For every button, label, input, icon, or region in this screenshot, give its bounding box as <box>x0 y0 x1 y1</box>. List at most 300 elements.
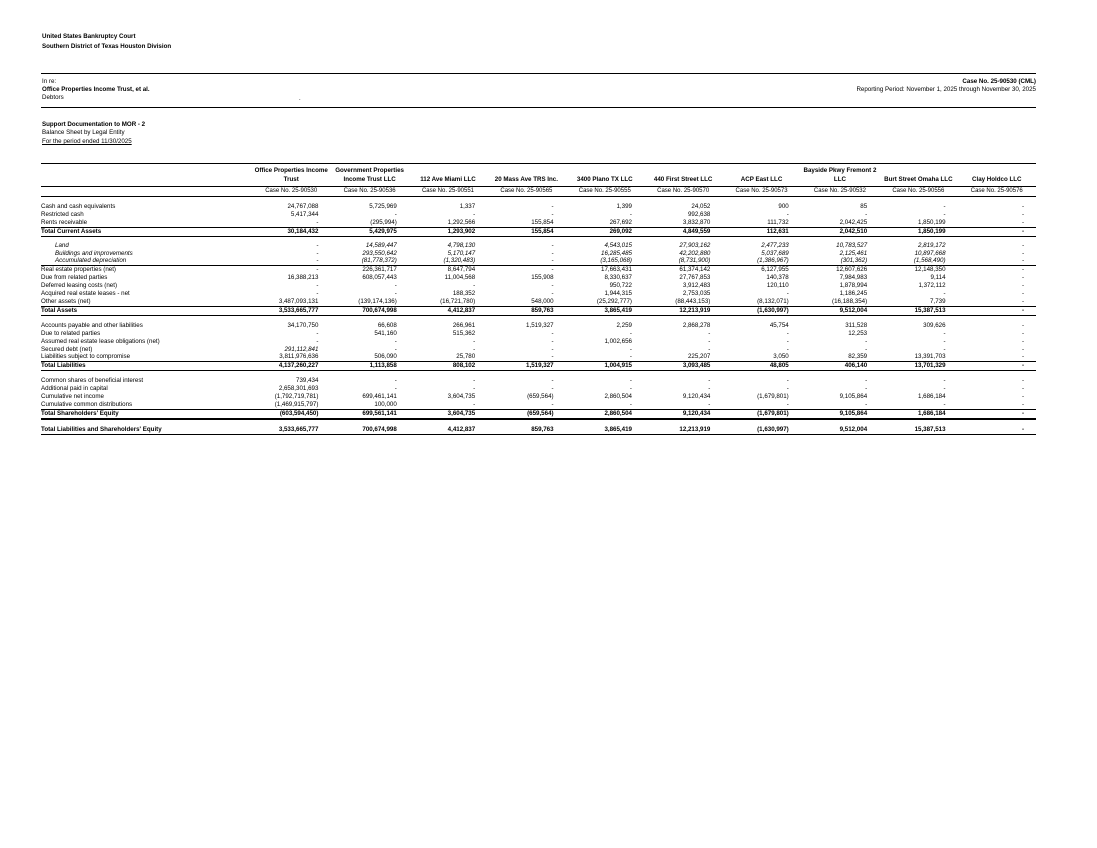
value-cell: - <box>1021 282 1024 290</box>
value-cell: 739,434 <box>296 377 319 385</box>
value-cell: - <box>473 377 476 385</box>
spacer-cell <box>566 419 644 426</box>
table-row <box>41 282 1036 290</box>
value-cell: - <box>551 241 554 249</box>
value-cell: - <box>316 329 319 337</box>
value-cell: 25,780 <box>409 353 487 361</box>
table-row <box>41 298 1036 306</box>
value-cell: - <box>473 345 476 353</box>
court-name: United States Bankruptcy Court <box>42 33 136 40</box>
value-cell: - <box>487 353 565 361</box>
value-cell: (3,165,068) <box>566 257 644 265</box>
value-cell: 1,519,327 <box>487 362 565 371</box>
value-cell: - <box>487 401 565 409</box>
value-cell: - <box>865 377 868 385</box>
value-cell: 1,186,245 <box>839 290 868 298</box>
value-cell: - <box>943 329 946 337</box>
value-cell: 120,110 <box>766 282 789 290</box>
table-row <box>41 250 1036 258</box>
value-cell: 309,626 <box>923 321 946 329</box>
row-label: Total Liabilities <box>41 362 252 371</box>
column-header: ACP East LLC <box>722 164 800 187</box>
caption-right <box>856 78 1036 94</box>
value-cell: - <box>551 377 554 385</box>
value-cell: - <box>316 282 319 290</box>
value-cell: - <box>551 203 554 210</box>
value-cell: 11,004,568 <box>444 274 476 282</box>
column-header: Government Properties Income Trust LLC <box>330 164 408 187</box>
row-label: Deferred leasing costs (net) <box>41 282 118 290</box>
table-row <box>41 266 1036 274</box>
court-header <box>42 32 171 51</box>
row-label: Real estate properties (net) <box>41 266 116 274</box>
value-cell: - <box>394 385 397 393</box>
table-row <box>41 353 1036 361</box>
value-cell: (81,778,372) <box>330 257 408 265</box>
value-cell: 1,399 <box>616 203 632 210</box>
value-cell: 608,057,443 <box>362 274 397 282</box>
value-cell: 3,533,665,777 <box>252 426 330 434</box>
value-cell: 506,090 <box>330 353 408 361</box>
value-cell: - <box>943 385 946 393</box>
value-cell: - <box>629 210 632 218</box>
value-cell: 111,732 <box>722 219 800 227</box>
value-cell: 1,686,184 <box>879 409 957 418</box>
value-cell: - <box>1021 241 1024 249</box>
row-label: Land <box>55 241 69 249</box>
value-cell: 515,362 <box>452 329 476 337</box>
value-cell: 311,528 <box>845 321 868 329</box>
value-cell: 950,722 <box>609 282 632 290</box>
spacer-cell <box>879 419 957 426</box>
value-cell: - <box>473 337 476 345</box>
value-cell: - <box>958 353 1036 361</box>
value-cell: 13,701,329 <box>879 362 957 371</box>
row-label: Cash and cash equivalents <box>41 203 116 210</box>
value-cell: - <box>316 249 319 257</box>
row-label: Acquired real estate leases - net <box>41 290 130 298</box>
value-cell: 3,050 <box>722 353 800 361</box>
value-cell: 4,412,837 <box>409 306 487 315</box>
caption-top-rule <box>41 73 1036 74</box>
value-cell: 24,052 <box>691 203 711 210</box>
row-label: Due from related parties <box>41 274 108 282</box>
table-row <box>41 330 1036 338</box>
value-cell: 2,042,510 <box>801 227 879 236</box>
spacer-cell <box>252 419 330 426</box>
value-cell: 6,127,955 <box>761 266 789 274</box>
value-cell: 16,388,213 <box>287 274 319 282</box>
value-cell: - <box>708 377 711 385</box>
column-header: 20 Mass Ave TRS Inc. <box>487 164 565 187</box>
value-cell: - <box>865 210 868 218</box>
spacer-cell <box>722 419 800 426</box>
value-cell: - <box>473 385 476 393</box>
column-header: 112 Ave Miami LLC <box>409 164 487 187</box>
row-label: Accounts payable and other liabilities <box>41 321 143 329</box>
table-row <box>41 338 1036 346</box>
value-cell: 1,944,315 <box>604 290 632 298</box>
table-row <box>41 274 1036 282</box>
value-cell: 1,292,566 <box>409 219 487 227</box>
value-cell: 1,850,199 <box>879 227 957 236</box>
value-cell: 900 <box>778 203 789 210</box>
value-cell: 2,860,504 <box>566 409 644 418</box>
value-cell: 2,477,233 <box>761 241 789 249</box>
column-header-row <box>41 164 1036 187</box>
value-cell: (659,564) <box>487 409 565 418</box>
value-cell: (1,568,490) <box>879 257 957 265</box>
value-cell: - <box>487 257 565 265</box>
value-cell: (1,320,483) <box>409 257 487 265</box>
court-division: Southern District of Texas Houston Division <box>42 42 172 50</box>
row-label: Rents receivable <box>41 219 252 227</box>
spacer-cell <box>409 419 487 426</box>
value-cell: 8,330,637 <box>604 274 632 282</box>
value-cell: - <box>708 345 711 353</box>
value-cell: - <box>1021 203 1024 210</box>
reporting-period: Reporting Period: November 1, 2025 through November 30, 2025 <box>856 86 1036 94</box>
value-cell: - <box>629 329 632 337</box>
value-cell: 700,674,998 <box>330 426 408 434</box>
value-cell: 5,429,975 <box>330 227 408 236</box>
spacer-cell <box>644 419 722 426</box>
case-number: Case No. 25-90530 (CML) <box>962 78 1036 85</box>
value-cell: (301,362) <box>801 257 879 265</box>
value-cell: - <box>708 385 711 393</box>
balance-sheet-table <box>41 163 1036 435</box>
value-cell: 1,002,656 <box>604 337 632 345</box>
value-cell: 1,004,915 <box>566 362 644 371</box>
value-cell: 66,608 <box>377 321 397 329</box>
row-label: Secured debt (net) <box>41 345 93 353</box>
column-case-number: Case No. 25-90536 <box>330 187 408 197</box>
value-cell: - <box>958 401 1036 409</box>
value-cell: 2,259 <box>616 321 632 329</box>
value-cell: (1,630,997) <box>722 426 800 434</box>
table-row <box>41 290 1036 298</box>
value-cell: 112,631 <box>722 227 800 236</box>
value-cell: - <box>1021 329 1024 337</box>
value-cell: 267,692 <box>566 219 644 227</box>
value-cell: 7,739 <box>879 298 957 306</box>
value-cell: - <box>1021 274 1024 282</box>
value-cell: 16,285,485 <box>601 249 632 257</box>
column-case-number: Case No. 25-90556 <box>879 187 957 197</box>
value-cell: 3,912,483 <box>682 282 711 290</box>
spacer-cell <box>487 419 565 426</box>
table-row <box>41 219 1036 227</box>
value-cell: 1,519,327 <box>526 321 554 329</box>
value-cell: - <box>786 385 789 393</box>
value-cell: - <box>316 266 319 274</box>
value-cell: - <box>865 345 868 353</box>
value-cell: - <box>943 290 946 298</box>
value-cell: - <box>473 282 476 290</box>
value-cell: - <box>473 210 476 218</box>
value-cell: 14,589,447 <box>365 241 397 249</box>
row-label: Other assets (net) <box>41 298 252 306</box>
column-header: Office Properties Income Trust <box>252 164 330 187</box>
value-cell: - <box>943 210 946 218</box>
value-cell: 1,850,199 <box>879 219 957 227</box>
table-row <box>41 227 1036 236</box>
value-cell: 266,961 <box>452 321 476 329</box>
value-cell: 700,674,998 <box>330 306 408 315</box>
value-cell: - <box>958 219 1036 227</box>
value-cell: - <box>879 401 957 409</box>
value-cell: 2,658,301,693 <box>278 385 319 393</box>
value-cell: 5,037,689 <box>761 249 789 257</box>
value-cell: 15,387,513 <box>879 306 957 315</box>
value-cell: 9,120,434 <box>644 409 722 418</box>
value-cell: - <box>394 282 397 290</box>
value-cell: 42,202,880 <box>679 249 711 257</box>
table-row <box>41 346 1036 354</box>
value-cell: - <box>1021 249 1024 257</box>
value-cell: (603,594,450) <box>252 409 330 418</box>
value-cell: 2,042,425 <box>801 219 879 227</box>
table-row <box>41 401 1036 409</box>
value-cell: - <box>316 241 319 249</box>
value-cell: 5,725,969 <box>369 203 397 210</box>
value-cell: - <box>958 257 1036 265</box>
column-case-number: Case No. 25-90551 <box>409 187 487 197</box>
value-cell: 699,461,141 <box>362 393 397 401</box>
row-label: Due to related parties <box>41 329 101 337</box>
value-cell: - <box>551 282 554 290</box>
value-cell: 34,170,750 <box>287 321 319 329</box>
value-cell: 155,854 <box>487 227 565 236</box>
spacer-cell <box>958 419 1036 426</box>
value-cell: 3,487,093,131 <box>252 298 330 306</box>
value-cell: - <box>786 290 789 298</box>
value-cell: 9,105,864 <box>839 393 868 401</box>
support-subtitle: Balance Sheet by Legal Entity <box>42 129 125 137</box>
row-label: Total Shareholders' Equity <box>41 409 252 418</box>
stray-dot: . <box>299 96 301 102</box>
value-cell: - <box>551 337 554 345</box>
value-cell: - <box>394 377 397 385</box>
value-cell: 225,207 <box>644 353 722 361</box>
value-cell: 100,000 <box>330 401 408 409</box>
value-cell: - <box>1021 377 1024 385</box>
header-blank <box>41 164 252 187</box>
value-cell: - <box>958 306 1036 315</box>
value-cell: 155,908 <box>531 274 554 282</box>
value-cell: 1,113,858 <box>330 362 408 371</box>
value-cell: 3,533,665,777 <box>252 306 330 315</box>
value-cell: 10,783,527 <box>836 241 868 249</box>
row-label: Cumulative net income <box>41 393 104 401</box>
value-cell: 2,819,172 <box>918 241 946 249</box>
row-label: Common shares of beneficial interest <box>41 377 144 385</box>
value-cell: 7,984,983 <box>839 274 868 282</box>
support-title: Support Documentation to MOR - 2 <box>42 121 146 128</box>
spacer-cell <box>330 419 408 426</box>
value-cell: - <box>551 266 554 274</box>
value-cell: 992,638 <box>687 210 711 218</box>
value-cell: (659,564) <box>527 393 554 401</box>
value-cell: 82,359 <box>801 353 879 361</box>
value-cell: 406,140 <box>801 362 879 371</box>
value-cell: 12,148,350 <box>914 266 946 274</box>
value-cell: (88,443,153) <box>644 298 722 306</box>
value-cell: 1,372,112 <box>918 282 946 290</box>
value-cell: - <box>1021 345 1024 353</box>
value-cell: 12,607,626 <box>836 266 868 274</box>
value-cell: - <box>394 345 397 353</box>
value-cell: (8,731,900) <box>644 257 722 265</box>
value-cell: - <box>958 298 1036 306</box>
value-cell: - <box>786 329 789 337</box>
column-header: Burt Street Omaha LLC <box>879 164 957 187</box>
value-cell: - <box>551 290 554 298</box>
column-case-number: Case No. 25-90573 <box>722 187 800 197</box>
value-cell: 9,120,434 <box>682 393 711 401</box>
value-cell: 808,102 <box>409 362 487 371</box>
value-cell: - <box>722 401 800 409</box>
value-cell: 61,374,142 <box>679 266 711 274</box>
value-cell: 1,878,994 <box>839 282 868 290</box>
value-cell: - <box>566 401 644 409</box>
case-blank <box>41 187 252 197</box>
value-cell: - <box>629 385 632 393</box>
value-cell: 2,868,278 <box>682 321 711 329</box>
table-row <box>41 426 1036 434</box>
value-cell: (16,188,354) <box>801 298 879 306</box>
value-cell: 3,604,735 <box>447 393 476 401</box>
value-cell: (1,469,915,797) <box>252 401 330 409</box>
value-cell: 859,763 <box>487 426 565 434</box>
value-cell: 548,000 <box>487 298 565 306</box>
value-cell: 1,293,902 <box>409 227 487 236</box>
value-cell: - <box>629 377 632 385</box>
value-cell: 9,512,004 <box>801 426 879 434</box>
value-cell: - <box>865 385 868 393</box>
table-row <box>41 385 1036 393</box>
row-label: Assumed real estate lease obligations (net) <box>41 337 160 345</box>
value-cell: 8,647,794 <box>447 266 476 274</box>
value-cell: (1,679,801) <box>757 393 789 401</box>
table-row <box>41 257 1036 265</box>
spacer-row <box>41 419 1036 426</box>
value-cell: 4,798,130 <box>447 241 476 249</box>
value-cell: 17,663,431 <box>601 266 632 274</box>
balance-sheet-body <box>41 197 1036 435</box>
column-case-number: Case No. 25-90532 <box>801 187 879 197</box>
row-label: Cumulative common distributions <box>41 401 252 409</box>
row-label: Additional paid in capital <box>41 385 108 393</box>
value-cell: - <box>551 210 554 218</box>
value-cell: (139,174,136) <box>330 298 408 306</box>
in-re-label: In re: <box>42 78 57 85</box>
value-cell: - <box>1021 321 1024 329</box>
value-cell: - <box>943 337 946 345</box>
value-cell: 859,763 <box>487 306 565 315</box>
value-cell: - <box>1021 393 1024 401</box>
value-cell: 9,114 <box>930 274 946 282</box>
value-cell: 5,170,147 <box>447 249 476 257</box>
value-cell: 27,767,853 <box>679 274 711 282</box>
value-cell: (25,292,777) <box>566 298 644 306</box>
value-cell: - <box>644 401 722 409</box>
column-header: 3400 Plano TX LLC <box>566 164 644 187</box>
value-cell: - <box>1021 385 1024 393</box>
spacer-cell <box>801 419 879 426</box>
table-row <box>41 211 1036 219</box>
value-cell: 3,811,976,636 <box>252 353 330 361</box>
value-cell: 15,387,513 <box>879 426 957 434</box>
value-cell: 188,352 <box>452 290 476 298</box>
value-cell: - <box>1021 290 1024 298</box>
value-cell: 293,550,642 <box>362 249 397 257</box>
value-cell: - <box>708 329 711 337</box>
caption-bottom-rule <box>41 107 1036 108</box>
value-cell: (16,721,780) <box>409 298 487 306</box>
value-cell: 4,137,260,227 <box>252 362 330 371</box>
value-cell: 3,832,870 <box>644 219 722 227</box>
value-cell: 226,361,717 <box>362 266 397 274</box>
value-cell: 1,337 <box>459 203 476 210</box>
value-cell: 2,753,035 <box>682 290 711 298</box>
support-header <box>42 121 145 146</box>
value-cell: 269,092 <box>566 227 644 236</box>
value-cell: 3,865,419 <box>566 306 644 315</box>
value-cell: - <box>958 409 1036 418</box>
value-cell: - <box>958 227 1036 236</box>
value-cell: - <box>786 210 789 218</box>
value-cell: - <box>786 345 789 353</box>
value-cell: 12,213,919 <box>644 426 722 434</box>
value-cell: - <box>1021 266 1024 274</box>
row-label: Buildings and improvements <box>55 249 133 257</box>
value-cell: 4,412,837 <box>409 426 487 434</box>
table-row <box>41 306 1036 315</box>
value-cell: 30,184,432 <box>252 227 330 236</box>
value-cell: - <box>394 290 397 298</box>
value-cell: - <box>786 377 789 385</box>
value-cell: 2,125,461 <box>839 249 868 257</box>
value-cell: 85 <box>860 203 868 210</box>
value-cell: 1,686,184 <box>918 393 946 401</box>
value-cell: - <box>958 426 1036 434</box>
value-cell: - <box>801 401 879 409</box>
support-period: For the period ended 11/30/2025 <box>42 137 132 145</box>
table-row <box>41 362 1036 371</box>
column-header: Clay Holdco LLC <box>958 164 1036 187</box>
value-cell: - <box>316 337 319 345</box>
value-cell: - <box>865 337 868 345</box>
value-cell: 541,160 <box>374 329 397 337</box>
value-cell: - <box>943 345 946 353</box>
value-cell: - <box>1021 210 1024 218</box>
value-cell: 5,417,344 <box>290 210 319 218</box>
value-cell: (295,994) <box>330 219 408 227</box>
debtors-label: Debtors <box>42 94 64 102</box>
value-cell: - <box>252 257 330 265</box>
value-cell: 24,767,088 <box>287 203 319 210</box>
row-label: Restricted cash <box>41 210 84 218</box>
value-cell: 9,105,864 <box>801 409 879 418</box>
column-case-number: Case No. 25-90565 <box>487 187 565 197</box>
value-cell: 27,903,162 <box>679 241 711 249</box>
case-number-row <box>41 187 1036 197</box>
value-cell: 155,854 <box>487 219 565 227</box>
value-cell: 3,093,485 <box>644 362 722 371</box>
value-cell: 4,849,559 <box>644 227 722 236</box>
value-cell: - <box>316 290 319 298</box>
